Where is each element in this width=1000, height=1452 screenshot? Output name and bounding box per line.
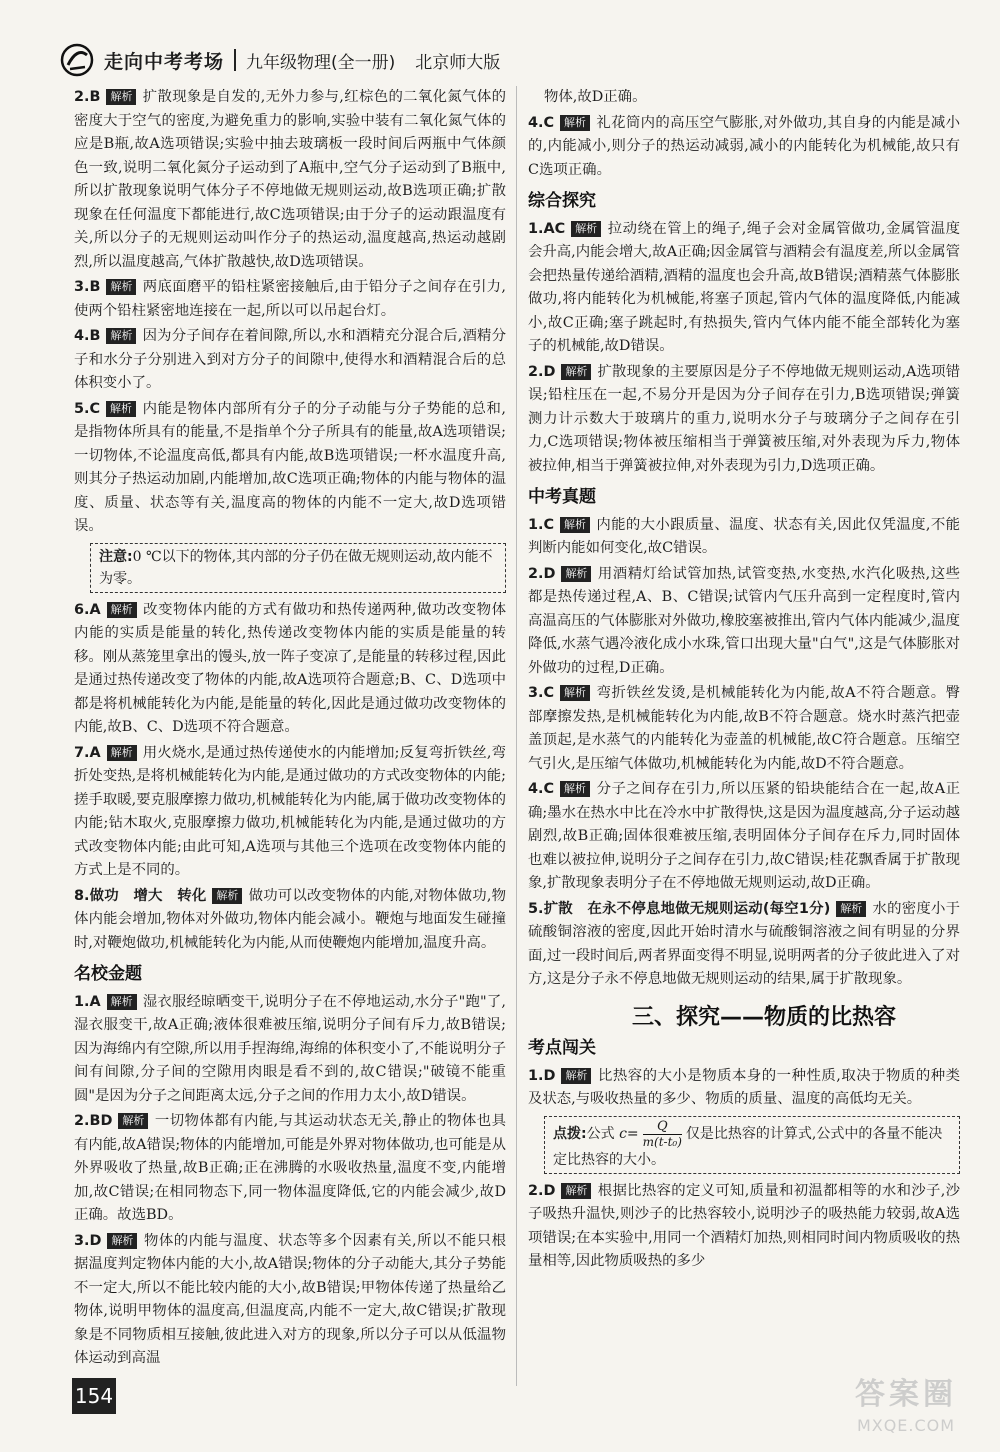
- answer-item: [528, 361, 960, 479]
- answer-text: 用火烧水,是通过热传递使水的内能增加;反复弯折铁丝,弯折处变热,是将机械能转化为内能,是通过做功的方式改变物体的内能;搓手取暖,要克服摩擦力做功,机械能转化为内能,属于做功改变物体的内能;钻木取火,克服摩擦力做功,机械能转化为内能,是通过做功的方式改变物体内能;由此可知,A选项与其他三个选项在改变物体内能的方式上是不同的。: [74, 744, 506, 878]
- answer-number: 5.扩散 在永不停息地做无规则运动(每空1分): [528, 900, 831, 917]
- left-column: [74, 86, 506, 1373]
- tip-before: 公式: [586, 1125, 615, 1142]
- answer-item: [74, 325, 506, 396]
- analysis-tag: 解析: [106, 89, 136, 105]
- answer-text: 礼花筒内的高压空气膨胀,对外做功,其自身的内能是减小的,内能减小,则分子的热运动减弱,减小的内能转化为机械能,故只有C选项正确。: [528, 114, 960, 178]
- header-separator: [234, 49, 236, 71]
- analysis-tag: 解析: [107, 994, 137, 1010]
- brand-name: 走向中考考场: [104, 50, 225, 73]
- answer-text: 改变物体内能的方式有做功和热传递两种,做功改变物体内能的实质是能量的转化,热传递改变物体内能的实质是能量的转移。刚从蒸笼里拿出的馒头,放一阵子变凉了,是能量的转移过程,因此是通过热传递改变了物体的内能,故A选项符合题意;B、C、D选项中都是将机械能转化为内能,是能量的转化,因此是通过做功改变物体的内能,故B、C、D选项不符合题意。: [74, 601, 506, 735]
- answer-number: 4.C: [528, 781, 555, 797]
- answer-text: 做功可以改变物体的内能,对物体做功,物体内能会增加,物体对外做功,物体内能会减小。鞭炮与地面发生碰撞时,对鞭炮做功,机械能转化为内能,从而使鞭炮内能增加,温度升高。: [74, 887, 506, 951]
- answer-text: 内能是物体内部所有分子的分子动能与分子势能的总和,是指物体所具有的能量,不是指单个分子所具有的能量,故A选项错误;一切物体,不论温度高低,都具有内能,故B选项错误;一杯水温度升高,则其分子热运动加剧,内能增加,故C选项正确;物体的内能与物体的温度、质量、状态等有关,温度高的物体的内能不一定大,故D选项错误。: [74, 400, 506, 534]
- answer-number: 2.BD: [74, 1113, 113, 1129]
- answer-item: [528, 778, 960, 896]
- analysis-tag: 解析: [106, 401, 136, 417]
- tip-box: [544, 1116, 960, 1174]
- answer-item: [74, 599, 506, 740]
- analysis-tag: 解析: [560, 517, 590, 533]
- section-title-famous-school: 名校金题: [74, 964, 142, 984]
- analysis-tag: 解析: [106, 328, 136, 344]
- watermark-text: 答案圈: [855, 1377, 957, 1412]
- analysis-tag: 解析: [107, 1233, 137, 1249]
- answer-item: [74, 742, 506, 883]
- analysis-tag: 解析: [106, 279, 136, 295]
- answer-number: 7.A: [74, 744, 101, 761]
- answer-item: [74, 1230, 506, 1371]
- watermark-url: MXQE.COM: [856, 1416, 956, 1435]
- tip-label: 点拨:: [553, 1125, 587, 1142]
- answer-number: 4.C: [528, 114, 555, 131]
- answer-number: 1.AC: [528, 220, 566, 237]
- answer-item: [74, 885, 506, 956]
- formula-fraction: [643, 1119, 682, 1149]
- answer-number: 3.C: [528, 685, 555, 701]
- note-label: 注意:: [99, 548, 133, 565]
- answer-item: [74, 276, 506, 323]
- answer-number: 4.B: [74, 328, 101, 344]
- answer-number: 6.A: [74, 601, 101, 618]
- answer-item: [528, 1180, 960, 1274]
- answer-list: [528, 1065, 960, 1112]
- answer-item: [528, 112, 960, 183]
- answer-item: [74, 398, 506, 539]
- book-subtitle: 九年级物理(全一册): [246, 52, 396, 73]
- answer-item: [74, 86, 506, 274]
- answer-text: 内能的大小跟质量、温度、状态有关,因此仅凭温度,不能判断内能如何变化,故C错误。: [528, 516, 960, 556]
- answer-text: 拉动绕在管上的绳子,绳子会对金属管做功,金属管温度会升高,内能会增大,故A正确;因金属管与酒精会有温度差,所以金属管会把热量传递给酒精,酒精的温度也会升高,故B错误;酒精蒸气体膨胀做功,将内能转化为机械能,将塞子顶起,管内气体的温度降低,内能减小,故C正确;塞子跳起时,有热损失,管内气体内能不能全部转化为塞子的机械能,故D错误。: [528, 220, 960, 354]
- analysis-tag: 解析: [560, 781, 590, 797]
- analysis-tag: 解析: [560, 685, 590, 701]
- answer-item: [528, 218, 960, 359]
- analysis-tag: 解析: [836, 901, 866, 917]
- answer-number: 3.B: [74, 279, 101, 295]
- formula-lhs: c=: [619, 1125, 639, 1142]
- answer-text: 扩散现象是自发的,无外力参与,红棕色的二氧化氮气体的密度大于空气的密度,为避免重力的影响,实验中装有二氧化氮气体的应是B瓶,故A选项错误;实验中抽去玻璃板一段时间后两瓶中气体颜色一致,说明二氧化氮分子运动到了A瓶中,空气分子运动到了B瓶中,所以扩散现象说明气体分子不停地做无规则运动,故B选项正确;扩散现象在任何温度下都能进行,故C选项错误;由于分子的运动跟温度有关,所以分子的无规则运动叫作分子的热运动,温度越高,热运动越剧烈,所以温度越高,气体扩散越快,故D选项错误。: [74, 89, 506, 270]
- answer-number: 8.做功 增大 转化: [74, 887, 207, 904]
- answer-list: [74, 599, 506, 956]
- answer-text: 一切物体都有内能,与其运动状态无关,静止的物体也具有内能,故A错误;物体的内能增加,可能是外界对物体做功,也可能是从外界吸收了热量,故B正确;正在沸腾的水吸收热量,温度不变,内能增加,故C错误;在相同物态下,同一物体温度降低,它的内能会减少,故D正确。故选BD。: [74, 1113, 506, 1223]
- answer-text: 用酒精灯给试管加热,试管变热,水变热,水汽化吸热,这些都是热传递过程,A、B、C错误;试管内气压升高到一定程度时,管内高温高压的气体膨胀对外做功,橡胶塞被推出,管内气体内能减少,温度降低,水蒸气遇冷液化成小水珠,管口出现大量"白气",这是气体膨胀对外做功的过程,D正确。: [528, 565, 960, 676]
- analysis-tag: 解析: [560, 115, 590, 131]
- section-title-comprehensive: 综合探究: [528, 191, 596, 211]
- answer-text: 弯折铁丝发烫,是机械能转化为内能,故A不符合题意。臀部摩擦发热,是机械能转化为内能,故B不符合题意。烧水时蒸汽把壶盖顶起,是水蒸气的内能转化为壶盖的机械能,故C符合题意。压缩空气引火,是压缩气体做功,机械能转化为内能,故D不符合题意。: [528, 685, 960, 772]
- answer-number: 2.D: [528, 565, 556, 582]
- analysis-tag: 解析: [561, 566, 591, 582]
- answer-text: 物体的内能与温度、状态等多个因素有关,所以不能只根据温度判定物体内能的大小,故A错误;物体的分子动能大,其分子势能不一定大,所以不能比较内能的大小,故B错误;甲物体传递了热量给乙物体,说明甲物体的温度高,但温度高,内能不一定大,故C错误;扩散现象是不同物质相互接触,彼此进入对方的现象,所以分子可以从低温物体运动到高温: [74, 1232, 506, 1366]
- answer-text: 因为分子间存在着间隙,所以,水和酒精充分混合后,酒精分子和水分子分别进入到对方分子的间隙中,使得水和酒精混合后的总体积变小了。: [74, 328, 506, 391]
- answer-text: 两底面磨平的铅柱紧密接触后,由于铅分子之间存在引力,使两个铅柱紧密地连接在一起,所以可以吊起台灯。: [74, 279, 506, 319]
- section-title-checkpoint: 考点闯关: [528, 1038, 596, 1058]
- answer-list: [528, 1180, 960, 1274]
- answer-text: 扩散现象的主要原因是分子不停地做无规则运动,A选项错误;铅柱压在一起,不易分开是因为分子间存在引力,B选项错误;弹簧测力计示数大于玻璃片的重力,说明水分子与玻璃分子之间存在引力,C选项错误;物体被压缩相当于弹簧被压缩,对外表现为斥力,物体被拉伸,相当于弹簧被拉伸,对外表现为引力,D选项正确。: [528, 363, 960, 474]
- answer-text: 湿衣服经晾晒变干,说明分子在不停地运动,水分子"跑"了,湿衣服变干,故A正确;液体很难被压缩,说明分子间有斥力,故B错误;因为海绵内有空隙,所以用手捏海绵,海绵的体积变小了,不能说明分子间有间隙,分子间的空隙用肉眼是看不到的,故C错误;"破镜不能重圆"是因为分子之间距离太远,分子之间的作用力太小,故D错误。: [74, 993, 506, 1104]
- formula-numerator: Q: [643, 1119, 682, 1135]
- answer-item: [74, 991, 506, 1109]
- section-title-exam: 中考真题: [528, 487, 596, 507]
- page-header: [60, 40, 940, 80]
- answer-item: [528, 898, 960, 992]
- analysis-tag: 解析: [561, 364, 591, 380]
- answer-number: 5.C: [74, 400, 101, 417]
- answer-list: [528, 112, 960, 183]
- answer-list: [74, 86, 506, 539]
- chapter-title: 三、探究——物质的比热容: [631, 1004, 896, 1030]
- answer-item: [528, 682, 960, 776]
- answer-text: 水的密度小于硫酸铜溶液的密度,因此开始时清水与硫酸铜溶液之间有明显的分界面,过一段时间后,两者界面变得不明显,说明两者的分子彼此进入了对方,这是分子永不停息地做无规则运动的结果,属于扩散现象。: [528, 900, 960, 987]
- continued-text: 物体,故D正确。: [544, 89, 647, 105]
- answer-number: 1.A: [74, 993, 101, 1010]
- brand-logo-icon: [60, 43, 94, 77]
- analysis-tag: 解析: [571, 221, 601, 237]
- answer-item: [528, 1065, 960, 1112]
- answer-text: 根据比热容的定义可知,质量和初温都相等的水和沙子,沙子吸热升温快,则沙子的比热容较小,说明沙子的吸热能力较弱,故A选项错误;在本实验中,用同一个酒精灯加热,则相同时间内物质吸收的热量相等,因此物质吸热的多少: [528, 1182, 960, 1269]
- answer-number: 2.D: [528, 363, 556, 380]
- analysis-tag: 解析: [561, 1183, 591, 1199]
- note-box: [90, 543, 506, 593]
- analysis-tag: 解析: [107, 745, 137, 761]
- answer-text: 比热容的大小是物质本身的一种性质,取决于物质的种类及状态,与吸收热量的多少、物质的质量、温度的高低均无关。: [528, 1067, 960, 1107]
- answer-item: [74, 1110, 506, 1228]
- answer-item: [528, 514, 960, 561]
- column-divider: [516, 86, 517, 1386]
- answer-item: [528, 563, 960, 681]
- answer-number: 2.B: [74, 89, 101, 105]
- answer-number: 2.D: [528, 1182, 556, 1199]
- answer-list: [528, 218, 960, 479]
- page-number: 154: [72, 1378, 116, 1414]
- note-text: 0 ℃以下的物体,其内部的分子仍在做无规则运动,故内能不为零。: [99, 548, 493, 587]
- formula-denominator: m(t-t₀): [642, 1134, 682, 1149]
- analysis-tag: 解析: [118, 1113, 148, 1129]
- tip-after: 仅是比热容的计算式,公式中的各量不能决定比热容的大小。: [553, 1125, 943, 1168]
- watermark: [826, 1374, 986, 1446]
- answer-list: [74, 991, 506, 1371]
- answer-list: [528, 514, 960, 992]
- right-column: [528, 86, 960, 1276]
- answer-number: 1.C: [528, 516, 555, 533]
- answer-number: 1.D: [528, 1067, 556, 1084]
- answer-text: 分子之间存在引力,所以压紧的铅块能结合在一起,故A正确;墨水在热水中比在冷水中扩散得快,这是因为温度越高,分子运动越剧烈,故B正确;固体很难被压缩,表明固体分子间存在斥力,同时固体也难以被拉伸,说明分子之间存在引力,故C错误;桂花飘香属于扩散现象,扩散现象表明分子在不停地做无规则运动,故D正确。: [528, 781, 960, 891]
- answer-number: 3.D: [74, 1232, 102, 1249]
- analysis-tag: 解析: [107, 602, 137, 618]
- analysis-tag: 解析: [212, 888, 242, 904]
- book-edition: 北京师大版: [415, 52, 501, 73]
- analysis-tag: 解析: [561, 1068, 591, 1084]
